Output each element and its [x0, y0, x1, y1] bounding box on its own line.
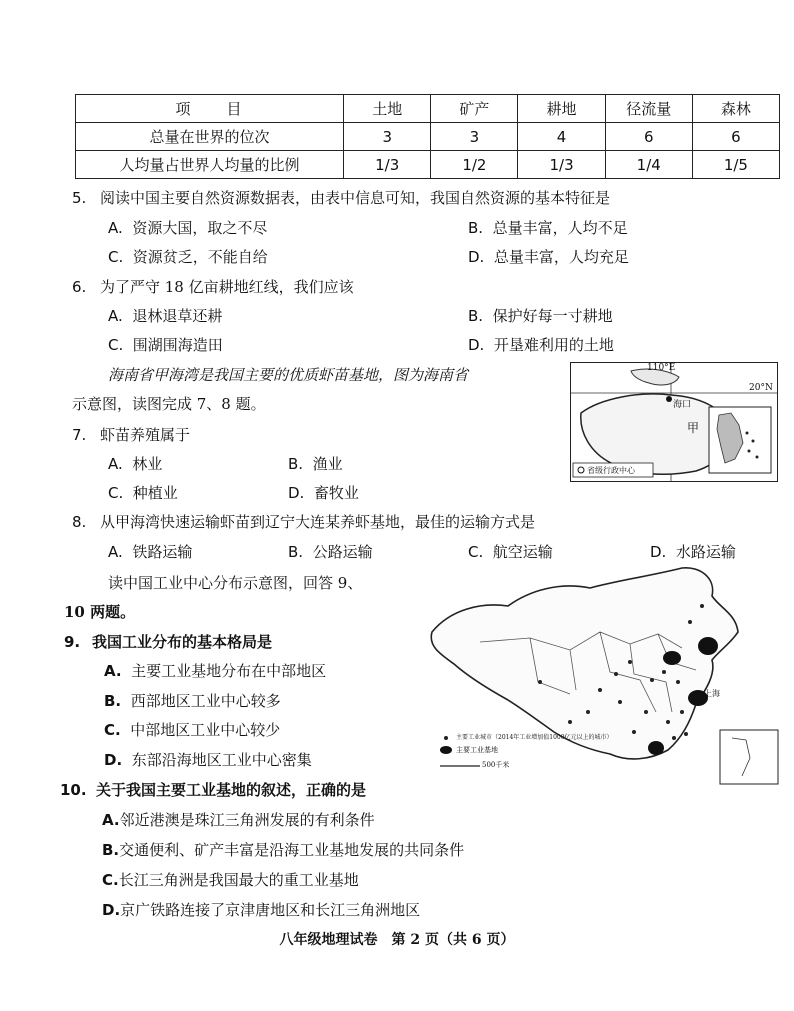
table-cell: 1/2 — [431, 151, 518, 179]
table-cell: 1/3 — [518, 151, 605, 179]
option-a[interactable]: A. 资源大国，取之不尽 — [108, 219, 268, 237]
hainan-intro-2: 示意图，读图完成 7、8 题。 — [72, 395, 266, 413]
option-b[interactable]: B. 渔业 — [288, 455, 343, 473]
industrial-base-liaozhong — [698, 637, 718, 655]
question-number: 9. — [64, 633, 81, 651]
city-label: 海口 — [673, 400, 692, 410]
industry-intro: 读中国工业中心分布示意图，回答 9、 — [108, 574, 363, 592]
industrial-base-pearl-delta — [648, 741, 664, 755]
table-header-cell: 耕地 — [518, 95, 605, 123]
option-c[interactable]: C. 围湖围海造田 — [108, 336, 223, 354]
table-cell: 3 — [344, 123, 431, 151]
table-header-row — [76, 95, 780, 123]
option-c[interactable]: C. 种植业 — [108, 484, 178, 502]
table-cell: 6 — [692, 123, 779, 151]
option-c[interactable]: C. 中部地区工业中心较少 — [104, 721, 281, 739]
legend-center-label: 主要工业城市（2014年工业增加值1000亿元以上的城市） — [456, 734, 613, 741]
south-sea-inset — [720, 730, 778, 784]
china-outline — [431, 568, 738, 759]
industry-intro-2: 10 两题。 — [64, 603, 136, 621]
legend-city-icon — [444, 736, 448, 740]
question-text: 从甲海湾快速运输虾苗到辽宁大连某养虾基地，最佳的运输方式是 — [100, 513, 536, 531]
legend-base-label: 主要工业基地 — [456, 746, 498, 754]
table-row — [76, 123, 780, 151]
table-cell: 1/4 — [605, 151, 692, 179]
question-7 — [72, 424, 190, 445]
option-d[interactable]: D. 畜牧业 — [288, 484, 359, 502]
option-a[interactable]: A.邻近港澳是珠江三角洲发展的有利条件 — [102, 811, 375, 829]
option-d[interactable]: D.京广铁路连接了京津唐地区和长江三角洲地区 — [102, 901, 421, 919]
question-number: 8. — [72, 513, 87, 531]
option-c[interactable]: C. 航空运输 — [468, 543, 553, 561]
resource-table — [75, 94, 780, 179]
option-b[interactable]: B. 西部地区工业中心较多 — [104, 692, 281, 710]
option-a[interactable]: A. 退林退草还耕 — [108, 307, 223, 325]
page-footer: 八年级地理试卷 第 2 页（共 6 页） — [279, 932, 515, 948]
table-cell: 1/5 — [692, 151, 779, 179]
haikou-marker — [666, 396, 672, 402]
option-b[interactable]: B. 保护好每一寸耕地 — [468, 307, 613, 325]
hainan-intro: 海南省甲海湾是我国主要的优质虾苗基地，图为海南省 — [108, 366, 469, 384]
industrial-base-jingjintang — [663, 651, 681, 665]
option-a[interactable]: A. 主要工业基地分布在中部地区 — [104, 662, 327, 680]
option-c[interactable]: C. 资源贫乏，不能自给 — [108, 248, 268, 266]
option-d[interactable]: D. 东部沿海地区工业中心密集 — [104, 751, 312, 769]
table-header-cell: 项 目 — [76, 95, 344, 123]
option-b[interactable]: B. 总量丰富，人均不足 — [468, 219, 628, 237]
question-text: 虾苗养殖属于 — [100, 426, 191, 444]
question-text: 阅读中国主要自然资源数据表，由表中信息可知，我国自然资源的基本特征是 — [100, 189, 611, 207]
question-number: 5. — [72, 189, 87, 207]
question-number: 6. — [72, 278, 87, 296]
table-header-cell: 矿产 — [431, 95, 518, 123]
hainan-map — [570, 362, 778, 482]
table-header-cell: 森林 — [692, 95, 779, 123]
option-d[interactable]: D. 水路运输 — [650, 543, 736, 561]
meridian-label: 110°E — [647, 363, 676, 373]
question-number: 10. — [60, 781, 87, 799]
question-6 — [72, 276, 354, 297]
option-d[interactable]: D. 总量丰富，人均充足 — [468, 248, 629, 266]
question-9 — [64, 631, 272, 652]
option-b[interactable]: B.交通便利、矿产丰富是沿海工业基地发展的共同条件 — [102, 841, 465, 859]
china-industry-map — [420, 562, 782, 788]
question-number: 7. — [72, 426, 87, 444]
table-header-cell: 土地 — [344, 95, 431, 123]
legend-base-icon — [440, 746, 452, 754]
question-text: 我国工业分布的基本格局是 — [92, 633, 273, 651]
table-cell: 4 — [518, 123, 605, 151]
option-d[interactable]: D. 开垦难利用的土地 — [468, 336, 614, 354]
table-header-cell: 径流量 — [605, 95, 692, 123]
question-5 — [72, 187, 610, 208]
question-text: 为了严守 18 亿亩耕地红线，我们应该 — [100, 278, 354, 296]
hainan-map-graphic — [571, 363, 777, 481]
legend-label: 省级行政中心 — [587, 466, 635, 475]
option-c[interactable]: C.长江三角洲是我国最大的重工业基地 — [102, 871, 359, 889]
option-b[interactable]: B. 公路运输 — [288, 543, 373, 561]
bay-label: 甲 — [687, 421, 700, 435]
table-row — [76, 151, 780, 179]
question-8 — [72, 511, 535, 532]
option-a[interactable]: A. 林业 — [108, 455, 163, 473]
scale-label: 500千米 — [482, 761, 510, 769]
question-10 — [60, 779, 366, 800]
question-text: 关于我国主要工业基地的叙述，正确的是 — [96, 781, 367, 799]
table-cell: 3 — [431, 123, 518, 151]
table-cell: 6 — [605, 123, 692, 151]
option-a[interactable]: A. 铁路运输 — [108, 543, 193, 561]
table-row-label: 总量在世界的位次 — [76, 123, 344, 151]
parallel-label: 20°N — [749, 383, 773, 393]
table-row-label: 人均量占世界人均量的比例 — [76, 151, 344, 179]
city-label: 上海 — [704, 689, 720, 698]
table-cell: 1/3 — [344, 151, 431, 179]
